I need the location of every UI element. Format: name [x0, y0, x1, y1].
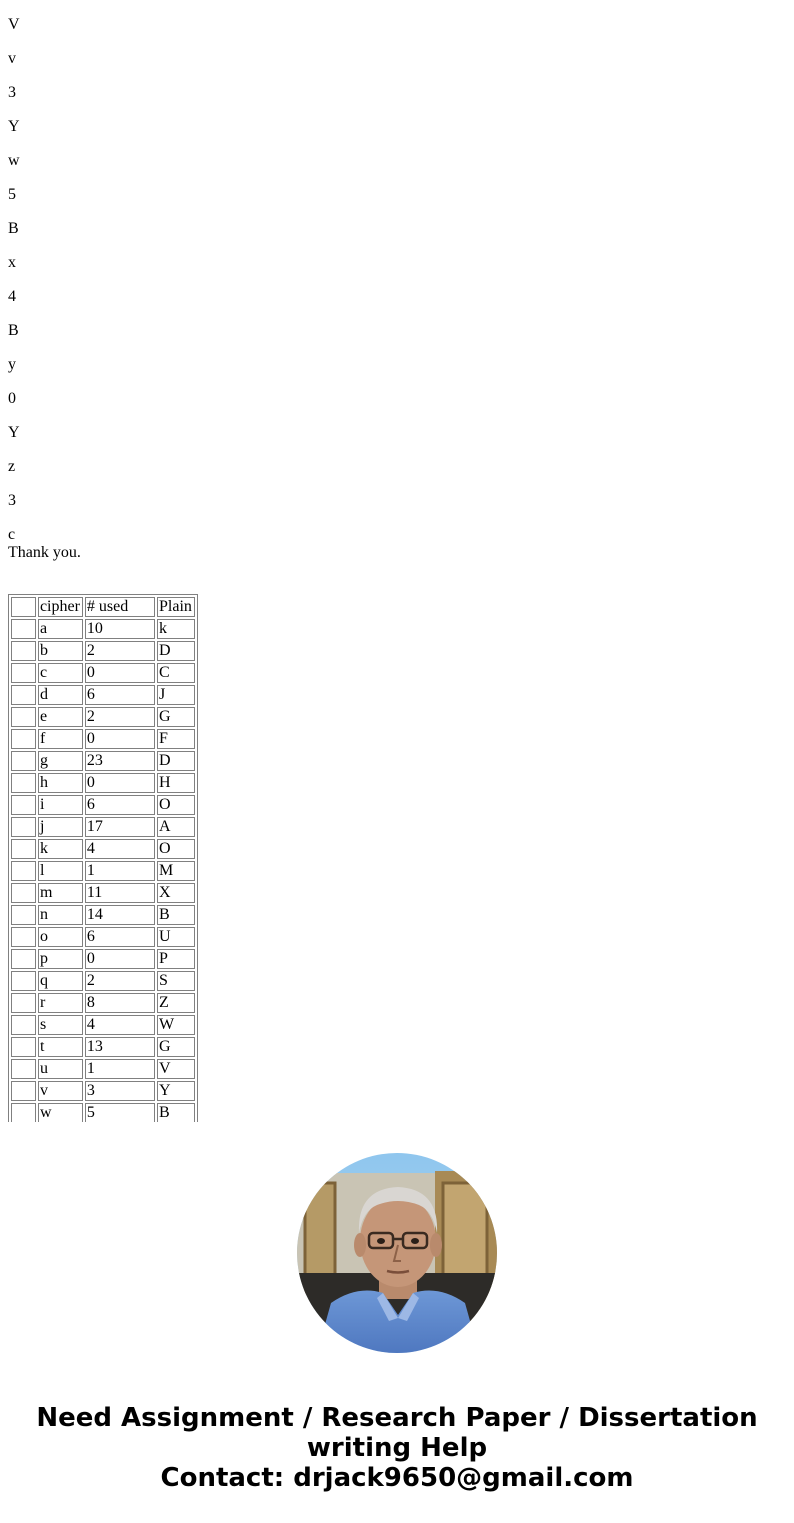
table-cell — [11, 927, 36, 947]
table-row — [11, 949, 195, 969]
table-cell: 23 — [85, 751, 155, 771]
table-cell: D — [157, 751, 195, 771]
text-line: V — [8, 16, 20, 33]
text-line: v — [8, 50, 16, 67]
table-cell: W — [157, 1015, 195, 1035]
table-cell: a — [38, 619, 83, 639]
promo-line-1: Need Assignment / Research Paper / Dissertation — [36, 1403, 758, 1433]
cipher-table — [8, 594, 198, 1122]
table-cell: 2 — [85, 971, 155, 991]
table-cell: V — [157, 1059, 195, 1079]
table-header-row — [11, 597, 195, 617]
text-line: w — [8, 152, 20, 169]
table-cell: 6 — [85, 795, 155, 815]
table-cell: v — [38, 1081, 83, 1101]
table-cell: f — [38, 729, 83, 749]
table-cell: k — [157, 619, 195, 639]
table-cell: 1 — [85, 1059, 155, 1079]
table-row — [11, 663, 195, 683]
table-cell — [11, 839, 36, 859]
table-cell: 6 — [85, 927, 155, 947]
table-row — [11, 839, 195, 859]
table-cell: O — [157, 839, 195, 859]
table-header-cell: # used — [85, 597, 155, 617]
table-row — [11, 1059, 195, 1079]
table-cell: U — [157, 927, 195, 947]
table-cell: d — [38, 685, 83, 705]
table-cell: 4 — [85, 1015, 155, 1035]
table-cell: q — [38, 971, 83, 991]
table-header-cell: Plain — [157, 597, 195, 617]
table-cell: 17 — [85, 817, 155, 837]
table-cell: n — [38, 905, 83, 925]
table-cell — [11, 861, 36, 881]
text-line: 4 — [8, 288, 16, 305]
text-line: B — [8, 322, 19, 339]
table-cell: G — [157, 1037, 195, 1057]
table-cell: F — [157, 729, 195, 749]
table-cell: u — [38, 1059, 83, 1079]
table-cell: Y — [157, 1081, 195, 1101]
table-cell: S — [157, 971, 195, 991]
text-line: Y — [8, 424, 20, 441]
table-cell: s — [38, 1015, 83, 1035]
avatar — [297, 1153, 497, 1353]
table-row — [11, 927, 195, 947]
table-cell: t — [38, 1037, 83, 1057]
table-cell: 1 — [85, 861, 155, 881]
table-cell — [11, 795, 36, 815]
table-cell: Z — [157, 993, 195, 1013]
table-cell: 5 — [85, 1103, 155, 1122]
table-cell — [11, 619, 36, 639]
table-row — [11, 1081, 195, 1101]
table-cell: D — [157, 641, 195, 661]
table-row — [11, 993, 195, 1013]
cipher-table-container — [8, 594, 198, 1122]
table-cell — [11, 1059, 36, 1079]
table-cell: A — [157, 817, 195, 837]
promo-banner — [0, 1403, 794, 1493]
table-cell: O — [157, 795, 195, 815]
table-row — [11, 971, 195, 991]
table-cell — [11, 729, 36, 749]
table-cell: e — [38, 707, 83, 727]
table-row — [11, 729, 195, 749]
table-cell — [11, 1081, 36, 1101]
document-body — [8, 0, 788, 562]
table-cell — [11, 685, 36, 705]
table-cell: 4 — [85, 839, 155, 859]
table-cell: M — [157, 861, 195, 881]
table-cell: p — [38, 949, 83, 969]
table-row — [11, 795, 195, 815]
table-cell: C — [157, 663, 195, 683]
table-cell: i — [38, 795, 83, 815]
table-row — [11, 773, 195, 793]
table-cell — [11, 773, 36, 793]
table-cell: 0 — [85, 729, 155, 749]
table-cell: b — [38, 641, 83, 661]
table-row — [11, 1037, 195, 1057]
table-cell — [11, 817, 36, 837]
table-cell: 14 — [85, 905, 155, 925]
table-cell — [11, 641, 36, 661]
table-row — [11, 707, 195, 727]
table-cell: 2 — [85, 707, 155, 727]
table-cell: l — [38, 861, 83, 881]
table-row — [11, 685, 195, 705]
table-cell: 10 — [85, 619, 155, 639]
table-header-cell — [11, 597, 36, 617]
table-cell: k — [38, 839, 83, 859]
table-cell — [11, 905, 36, 925]
table-cell — [11, 707, 36, 727]
text-line: B — [8, 220, 19, 237]
table-cell: j — [38, 817, 83, 837]
table-cell: o — [38, 927, 83, 947]
table-cell — [11, 993, 36, 1013]
person-photo-icon — [297, 1153, 497, 1353]
table-cell: 2 — [85, 641, 155, 661]
table-cell: G — [157, 707, 195, 727]
table-cell: 11 — [85, 883, 155, 903]
table-row — [11, 817, 195, 837]
table-cell: 6 — [85, 685, 155, 705]
text-line: Y — [8, 118, 20, 135]
table-row — [11, 641, 195, 661]
table-row — [11, 905, 195, 925]
table-cell: m — [38, 883, 83, 903]
table-row — [11, 883, 195, 903]
table-row — [11, 619, 195, 639]
table-cell — [11, 949, 36, 969]
promo-line-2: writing Help — [306, 1433, 488, 1463]
table-cell: J — [157, 685, 195, 705]
table-cell — [11, 663, 36, 683]
table-cell: w — [38, 1103, 83, 1122]
text-lines — [8, 0, 788, 544]
table-cell: B — [157, 1103, 195, 1122]
table-cell — [11, 1037, 36, 1057]
text-line: y — [8, 356, 16, 373]
table-cell — [11, 971, 36, 991]
table-header-cell: cipher — [38, 597, 83, 617]
text-line: x — [8, 254, 16, 271]
table-cell: 13 — [85, 1037, 155, 1057]
table-cell: 0 — [85, 949, 155, 969]
table-cell: h — [38, 773, 83, 793]
table-row — [11, 1103, 195, 1122]
table-cell — [11, 751, 36, 771]
table-row — [11, 1015, 195, 1035]
table-cell: 0 — [85, 663, 155, 683]
table-cell: g — [38, 751, 83, 771]
table-row — [11, 751, 195, 771]
table-row — [11, 861, 195, 881]
table-cell: 3 — [85, 1081, 155, 1101]
thank-you-text: Thank you. — [8, 544, 81, 561]
table-cell: X — [157, 883, 195, 903]
table-cell: r — [38, 993, 83, 1013]
table-cell: H — [157, 773, 195, 793]
text-line: 0 — [8, 390, 16, 407]
text-line: c — [8, 526, 16, 543]
text-line: z — [8, 458, 16, 475]
table-cell — [11, 883, 36, 903]
text-line: 3 — [8, 492, 16, 509]
table-cell: 0 — [85, 773, 155, 793]
text-line: 5 — [8, 186, 16, 203]
table-cell: P — [157, 949, 195, 969]
table-cell — [11, 1015, 36, 1035]
promo-line-3: Contact: drjack9650@gmail.com — [160, 1463, 634, 1493]
table-cell — [11, 1103, 36, 1122]
text-line: 3 — [8, 84, 16, 101]
table-cell: 8 — [85, 993, 155, 1013]
table-cell: c — [38, 663, 83, 683]
table-cell: B — [157, 905, 195, 925]
